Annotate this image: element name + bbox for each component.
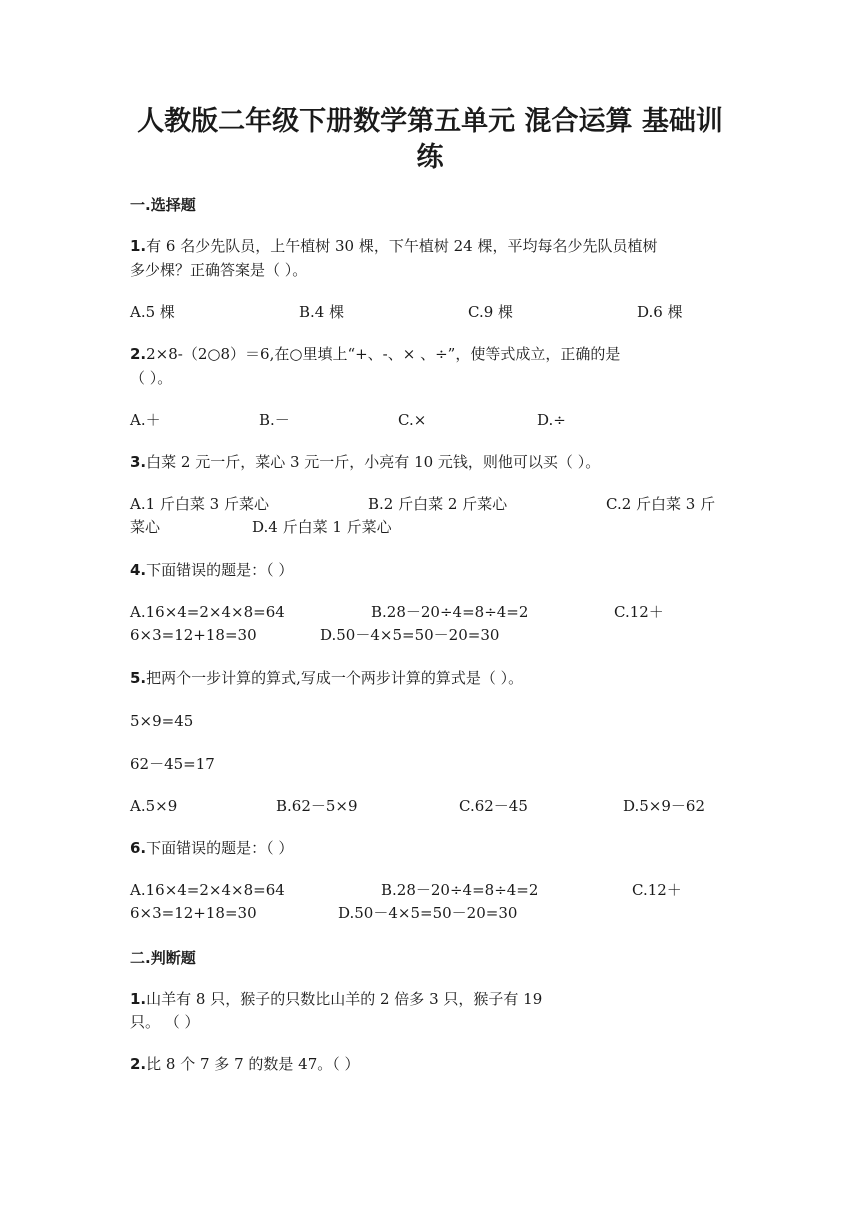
option-c-cont: 菜心 — [130, 518, 161, 536]
section-heading-choice: 一.选择题 — [130, 196, 196, 214]
option-d: D.5×9－62 — [623, 797, 706, 815]
question-number: 6. — [130, 839, 147, 857]
option-a: A.5×9 — [130, 797, 178, 815]
option-a: A.16×4=2×4×8=64 — [130, 881, 285, 899]
option-b: B.28－20÷4=8÷4=2 — [371, 603, 529, 621]
judgement-1 — [130, 989, 542, 1009]
question-number: 1. — [130, 237, 147, 255]
question-text: 下面错误的题是：（ ） — [146, 561, 294, 579]
question-1-cont: 多少棵？正确答案是（ ）。 — [130, 261, 308, 279]
equation-1: 5×9=45 — [130, 712, 194, 730]
option-c: C.62－45 — [459, 797, 528, 815]
question-2-cont: （ ）。 — [130, 369, 173, 387]
question-text: 2×8-（2○8）＝6,在○里填上“+、-、× 、÷”，使等式成立，正确的是 — [146, 345, 621, 363]
option-c: C.× — [398, 411, 427, 429]
page-title-line1: 人教版二年级下册数学第五单元 混合运算 基础训 — [137, 106, 723, 137]
question-text: 有 6 名少先队员，上午植树 30 棵，下午植树 24 棵，平均每名少先队员植树 — [146, 237, 658, 255]
option-b: B.62－5×9 — [276, 797, 358, 815]
option-c: C.12＋ — [632, 881, 682, 899]
question-number: 3. — [130, 453, 147, 471]
option-a: A.1 斤白菜 3 斤菜心 — [130, 495, 269, 513]
question-5 — [130, 668, 523, 688]
equation-2: 62－45=17 — [130, 755, 215, 773]
option-c: C.9 棵 — [468, 303, 514, 321]
option-a: A.5 棵 — [130, 303, 175, 321]
question-2 — [130, 344, 620, 364]
option-d: D.4 斤白菜 1 斤菜心 — [252, 518, 392, 536]
judgement-1-cont: 只。 （ ） — [130, 1013, 200, 1031]
question-1 — [130, 236, 657, 256]
question-text: 把两个一步计算的算式,写成一个两步计算的算式是（ ）。 — [146, 669, 524, 687]
option-b: B.28－20÷4=8÷4=2 — [381, 881, 539, 899]
option-b: B.－ — [259, 411, 290, 429]
option-c: C.12＋ — [614, 603, 664, 621]
option-a: A.16×4=2×4×8=64 — [130, 603, 285, 621]
question-text: 下面错误的题是：（ ） — [146, 839, 294, 857]
page-title-line2: 练 — [416, 142, 444, 173]
question-number: 2. — [130, 1055, 147, 1073]
option-c-cont: 6×3=12+18=30 — [130, 626, 257, 644]
option-d: D.50－4×5=50－20=30 — [338, 904, 518, 922]
question-text: 山羊有 8 只，猴子的只数比山羊的 2 倍多 3 只，猴子有 19 — [146, 990, 543, 1008]
question-text: 比 8 个 7 多 7 的数是 47。（ ） — [146, 1055, 360, 1073]
question-4 — [130, 560, 293, 580]
question-number: 5. — [130, 669, 147, 687]
option-a: A.＋ — [130, 411, 161, 429]
judgement-2 — [130, 1054, 360, 1074]
question-number: 4. — [130, 561, 147, 579]
option-c-cont: 6×3=12+18=30 — [130, 904, 257, 922]
option-d: D.÷ — [537, 411, 566, 429]
question-text: 白菜 2 元一斤，菜心 3 元一斤，小亮有 10 元钱，则他可以买（ ）。 — [146, 453, 601, 471]
option-b: B.2 斤白菜 2 斤菜心 — [368, 495, 508, 513]
option-d: D.6 棵 — [637, 303, 683, 321]
option-c: C.2 斤白菜 3 斤 — [606, 495, 716, 513]
option-d: D.50－4×5=50－20=30 — [320, 626, 500, 644]
question-3 — [130, 452, 600, 472]
question-6 — [130, 838, 293, 858]
question-number: 2. — [130, 345, 147, 363]
question-number: 1. — [130, 990, 147, 1008]
section-heading-judgement: 二.判断题 — [130, 949, 196, 967]
option-b: B.4 棵 — [299, 303, 345, 321]
